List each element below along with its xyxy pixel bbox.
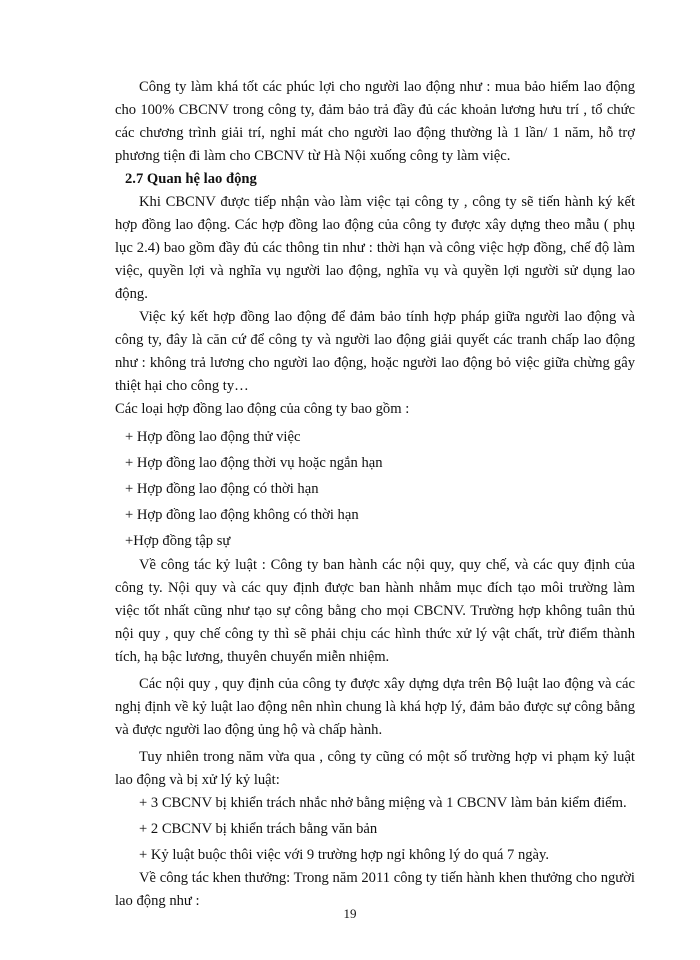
contract-type-list xyxy=(115,424,635,554)
paragraph-contract-signing: Khi CBCNV được tiếp nhận vào làm việc tại công ty , công ty sẽ tiến hành ký kết hợp đồng lao động. Các hợp đồng lao động của công ty được xây dựng theo mẫu ( phụ lục 2.4) bao gồm đầy đủ các thông tin như : thời hạn và công việc hợp đồng, chế độ làm việc, quyền lợi và nghĩa vụ người lao động, nghĩa vụ và quyền lợi người sử dụng lao động. xyxy=(115,194,635,302)
page-number: 19 xyxy=(343,906,357,921)
paragraph-contract-purpose: Việc ký kết hợp đồng lao động để đảm bảo tính hợp pháp giữa người lao động và công ty, đây là căn cứ để công ty và người lao động giải quyết các tranh chấp lao động như : không trả lương cho người lao động, hoặc người lao động bỏ việc giữa chừng gây thiệt hại cho công ty… xyxy=(115,309,635,394)
section-heading: 2.7 Quan hệ lao động xyxy=(125,171,257,187)
page-body xyxy=(115,76,635,913)
paragraph-rewards: Về công tác khen thưởng: Trong năm 2011 công ty tiến hành khen thưởng cho người lao động như : xyxy=(115,870,635,909)
list-item: + Hợp đồng lao động có thời hạn xyxy=(125,481,319,497)
list-item: + Hợp đồng lao động thời vụ hoặc ngắn hạn xyxy=(125,455,383,471)
list-item: +Hợp đồng tập sự xyxy=(125,533,231,549)
paragraph-discipline: Về công tác kỷ luật : Công ty ban hành các nội quy, quy chế, và các quy định của công ty. Nội quy và các quy định được ban hành nhằm mục đích tạo môi trường làm việc tốt nhất cũng như tạo sự công bằng cho mọi CBCNV. Trường hợp không tuân thủ nội quy , quy chế công ty thì sẽ phải chịu các hình thức xử lý vật chất, trừ điểm thành tích, hạ bậc lương, thuyên chuyển miễn nhiệm. xyxy=(115,557,635,665)
paragraph-welfare: Công ty làm khá tốt các phúc lợi cho người lao động như : mua bảo hiểm lao động cho 100% CBCNV trong công ty, đảm bảo trả đầy đủ các khoản lương hưu trí , tổ chức các chương trình giải trí, nghỉ mát cho người lao động thường là 1 lần/ 1 năm, hỗ trợ phương tiện đi làm cho CBCNV từ Hà Nội xuống công ty làm việc. xyxy=(115,79,635,164)
paragraph-regulations: Các nội quy , quy định của công ty được xây dựng dựa trên Bộ luật lao động và các nghị định về kỷ luật lao động nên nhìn chung là khá hợp lý, đảm bảo được sự công bằng và được người lao động ủng hộ và chấp hành. xyxy=(115,676,635,738)
paragraph-violations: Tuy nhiên trong năm vừa qua , công ty cũng có một số trường hợp vi phạm kỷ luật lao động và bị xử lý kỷ luật: xyxy=(115,749,635,788)
list-item: + 3 CBCNV bị khiển trách nhắc nhở bằng miệng và 1 CBCNV làm bản kiểm điểm. xyxy=(139,795,627,811)
list-item: + Hợp đồng lao động thử việc xyxy=(125,429,301,445)
list-item: + 2 CBCNV bị khiển trách bằng văn bản xyxy=(139,821,378,837)
list-item: + Hợp đồng lao động không có thời hạn xyxy=(125,507,359,523)
paragraph-contract-types-intro: Các loại hợp đồng lao động của công ty bao gồm : xyxy=(115,401,410,417)
list-item: + Kỷ luật buộc thôi việc với 9 trường hợp ngỉ không lý do quá 7 ngày. xyxy=(139,847,550,863)
discipline-case-list xyxy=(115,792,635,867)
